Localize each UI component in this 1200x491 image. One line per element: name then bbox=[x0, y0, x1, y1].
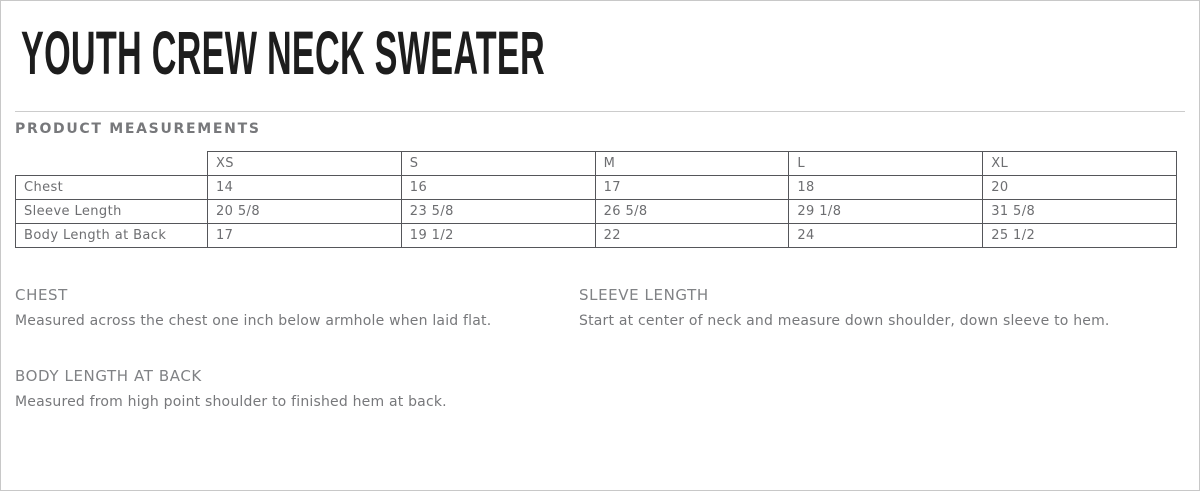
column-header-xl: XL bbox=[983, 152, 1177, 176]
section-heading: PRODUCT MEASUREMENTS bbox=[15, 121, 261, 137]
definition-description: Start at center of neck and measure down shoulder, down sleeve to hem. bbox=[579, 313, 1110, 329]
cell-value: 20 bbox=[983, 176, 1177, 200]
cell-value: 29 1/8 bbox=[789, 200, 983, 224]
cell-value: 26 5/8 bbox=[595, 200, 789, 224]
cell-value: 18 bbox=[789, 176, 983, 200]
definition-description: Measured from high point shoulder to finished hem at back. bbox=[15, 394, 447, 410]
definition-term: SLEEVE LENGTH bbox=[579, 286, 709, 304]
cell-value: 19 1/2 bbox=[401, 224, 595, 248]
definition-body-length bbox=[15, 367, 563, 416]
table-row-chest bbox=[16, 176, 1177, 200]
page-title-text: YOUTH CREW NECK SWEATER bbox=[21, 19, 545, 87]
definition-description: Measured across the chest one inch below armhole when laid flat. bbox=[15, 313, 492, 329]
table-row-body-length bbox=[16, 224, 1177, 248]
cell-value: 17 bbox=[208, 224, 402, 248]
cell-value: 31 5/8 bbox=[983, 200, 1177, 224]
table-corner-cell bbox=[16, 152, 208, 176]
definition-term: CHEST bbox=[15, 286, 68, 304]
divider-line bbox=[15, 111, 1185, 112]
measurements-table bbox=[15, 151, 1177, 248]
definition-chest bbox=[15, 286, 563, 335]
cell-value: 25 1/2 bbox=[983, 224, 1177, 248]
cell-value: 17 bbox=[595, 176, 789, 200]
table-row-sleeve-length bbox=[16, 200, 1177, 224]
column-header-s: S bbox=[401, 152, 595, 176]
cell-value: 22 bbox=[595, 224, 789, 248]
row-label: Body Length at Back bbox=[16, 224, 208, 248]
definition-term: BODY LENGTH AT BACK bbox=[15, 367, 202, 385]
cell-value: 14 bbox=[208, 176, 402, 200]
cell-value: 24 bbox=[789, 224, 983, 248]
column-header-l: L bbox=[789, 152, 983, 176]
cell-value: 16 bbox=[401, 176, 595, 200]
definitions-empty-cell bbox=[579, 367, 1185, 416]
column-header-m: M bbox=[595, 152, 789, 176]
cell-value: 23 5/8 bbox=[401, 200, 595, 224]
table-header-row bbox=[16, 152, 1177, 176]
row-label: Chest bbox=[16, 176, 208, 200]
cell-value: 20 5/8 bbox=[208, 200, 402, 224]
page-title bbox=[21, 19, 1185, 87]
definition-sleeve-length bbox=[579, 286, 1185, 335]
definitions-section bbox=[15, 286, 1185, 416]
row-label: Sleeve Length bbox=[16, 200, 208, 224]
column-header-xs: XS bbox=[208, 152, 402, 176]
